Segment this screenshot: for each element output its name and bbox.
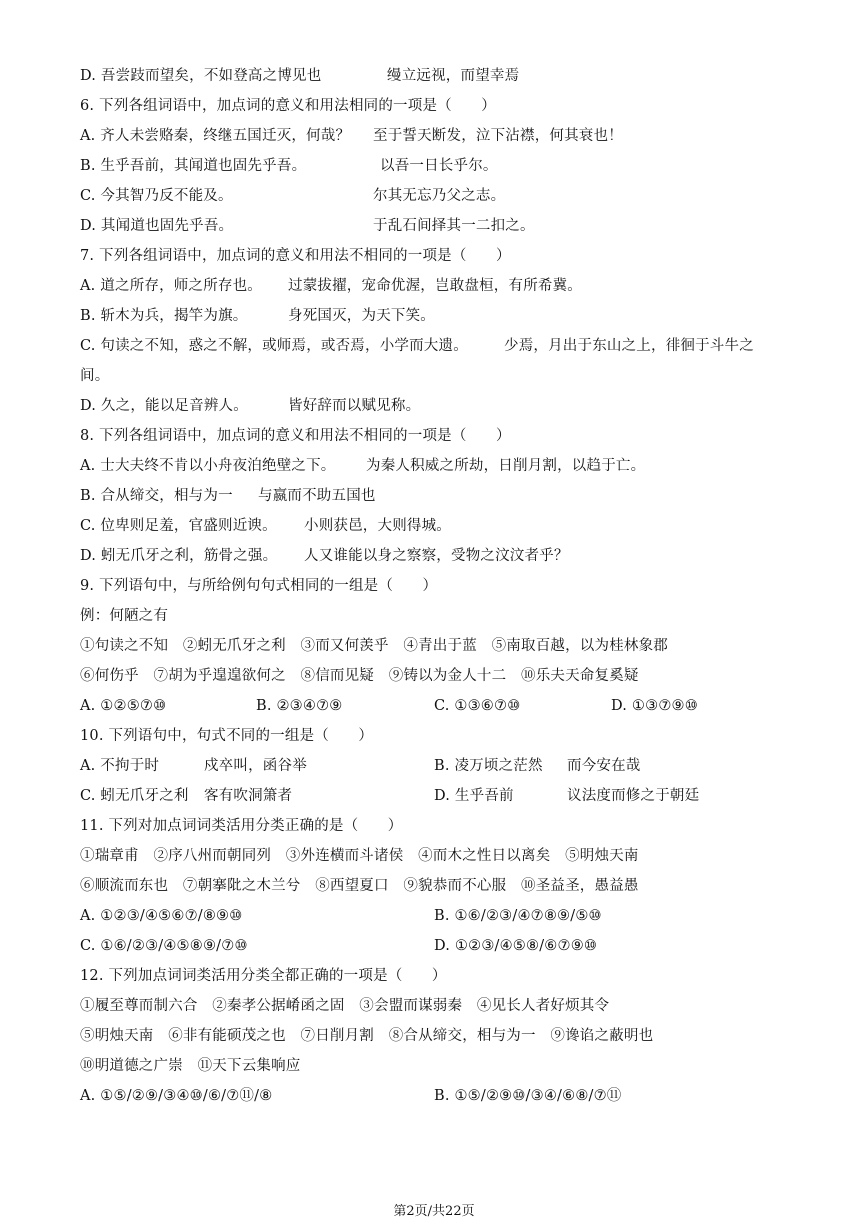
line-text: 戍卒叫，函谷举 [204, 758, 307, 774]
line-text: ⑥顺流而东也 ⑦朝搴阰之木兰兮 ⑧西望夏口 ⑨貌恭而不心服 ⑩圣益圣，愚益愚 [80, 878, 639, 894]
line-text: D. 蚓无爪牙之利，筋骨之强。 [80, 548, 278, 564]
line-text: C. 位卑则足羞，官盛则近谀。 [80, 518, 277, 534]
line-text: 间。 [80, 368, 110, 384]
line-text: 皆好辞而以赋见称。 [288, 398, 421, 414]
line-text: 客有吹洞箫者 [204, 788, 293, 804]
option-d: D. ①③⑦⑨⑩ [611, 698, 698, 714]
line-text: 尔其无忘乃父之志。 [373, 188, 506, 204]
line-text: 8. 下列各组词语中，加点词的意义和用法不相同的一项是（ ） [80, 428, 511, 444]
option-b: B. ①⑥/②③/④⑦⑧⑨/⑤⑩ [434, 908, 602, 924]
line-text: 11. 下列对加点词词类活用分类正确的是（ ） [80, 818, 403, 834]
line-text: 12. 下列加点词词类活用分类全都正确的一项是（ ） [80, 968, 447, 984]
line-text: B. 合从缔交，相与为一 [80, 488, 233, 504]
option-c: C. ①③⑥⑦⑩ [434, 698, 521, 714]
option-c: C. ①⑥/②③/④⑤⑧⑨/⑦⑩ [80, 938, 248, 954]
line-text: 身死国灭，为天下笑。 [288, 308, 435, 324]
line-text: 至于誓天断发，泣下沾襟，何其衰也！ [373, 128, 623, 144]
line-text: D. 其闻道也固先乎吾。 [80, 218, 234, 234]
line-text: D. 久之，能以足音辨人。 [80, 398, 248, 414]
line-text: 缦立远视，而望幸焉 [387, 68, 520, 84]
line-text: C. 句读之不知，惑之不解，或师焉，或否焉，小学而大遗。 [80, 338, 468, 354]
option-a: A. 不拘于时 [80, 758, 160, 774]
line-text: D. 吾尝跂而望矣，不如登高之博见也 [80, 68, 322, 84]
option-b: B. ②③④⑦⑨ [256, 698, 343, 714]
line-text: A. 道之所存，师之所存也。 [80, 278, 262, 294]
line-text: 为秦人积威之所劫，日削月割，以趋于亡。 [366, 458, 646, 474]
option-a: A. ①②③/④⑤⑥⑦/⑧⑨⑩ [80, 908, 243, 924]
line-text: 以吾一日长乎尔。 [380, 158, 498, 174]
line-text: ⑥何伤乎 ⑦胡为乎遑遑欲何之 ⑧信而见疑 ⑨铸以为金人十二 ⑩乐夫天命复奚疑 [80, 668, 639, 684]
line-text: ①履至尊而制六合 ②秦孝公据崤函之固 ③会盟而谋弱秦 ④见长人者好烦其令 [80, 998, 610, 1014]
line-text: ⑤明烛天南 ⑥非有能硕茂之也 ⑦日削月割 ⑧合从缔交，相与为一 ⑨谗谄之蔽明也 [80, 1028, 654, 1044]
line-text: ①句读之不知 ②蚓无爪牙之利 ③而又何羡乎 ④青出于蓝 ⑤南取百越，以为桂林象郡 [80, 638, 668, 654]
line-text: 与嬴而不助五国也 [258, 488, 376, 504]
option-c: C. 蚓无爪牙之利 [80, 788, 189, 804]
line-text: B. 生乎吾前，其闻道也固先乎吾。 [80, 158, 307, 174]
line-text: A. 齐人未尝赂秦，终继五国迁灭，何哉？ [80, 128, 351, 144]
line-text: 过蒙拔擢，宠命优渥，岂敢盘桓，有所希冀。 [288, 278, 582, 294]
line-text: ①瑞章甫 ②序八州而朝同列 ③外连横而斗诸侯 ④而木之性日以离矣 ⑤明烛天南 [80, 848, 639, 864]
line-text: 而今安在哉 [567, 758, 641, 774]
line-text: ⑩明道德之广崇 ⑪天下云集响应 [80, 1058, 301, 1074]
line-text: 议法度而修之于朝廷 [567, 788, 700, 804]
line-text: 于乱石间择其一二扣之。 [373, 218, 535, 234]
line-text: 例：何陋之有 [80, 608, 169, 624]
line-text: 人又谁能以身之察察，受物之汶汶者乎？ [304, 548, 569, 564]
line-text: 7. 下列各组词语中，加点词的意义和用法不相同的一项是（ ） [80, 248, 511, 264]
option-b: B. ①⑤/②⑨⑩/③④/⑥⑧/⑦⑪ [434, 1088, 622, 1104]
option-d: D. 生乎吾前 [434, 788, 514, 804]
line-text: C. 今其智乃反不能及。 [80, 188, 233, 204]
option-b: B. 凌万顷之茫然 [434, 758, 543, 774]
page-number: 第2页/共22页 [393, 1204, 475, 1219]
line-text: B. 斩木为兵，揭竿为旗。 [80, 308, 248, 324]
line-text: 6. 下列各组词语中，加点词的意义和用法相同的一项是（ ） [80, 98, 496, 114]
option-a: A. ①②⑤⑦⑩ [80, 698, 167, 714]
option-d: D. ①②③/④⑤⑧/⑥⑦⑨⑩ [434, 938, 598, 954]
line-text: 小则获邑，大则得城。 [304, 518, 451, 534]
line-text: 少焉，月出于东山之上，徘徊于斗牛之 [504, 338, 754, 354]
line-text: 9. 下列语句中，与所给例句句式相同的一组是（ ） [80, 578, 438, 594]
option-a: A. ①⑤/②⑨/③④⑩/⑥/⑦⑪/⑧ [80, 1088, 273, 1104]
line-text: A. 士大夫终不肯以小舟夜泊绝壁之下。 [80, 458, 336, 474]
line-text: 10. 下列语句中，句式不同的一组是（ ） [80, 728, 374, 744]
